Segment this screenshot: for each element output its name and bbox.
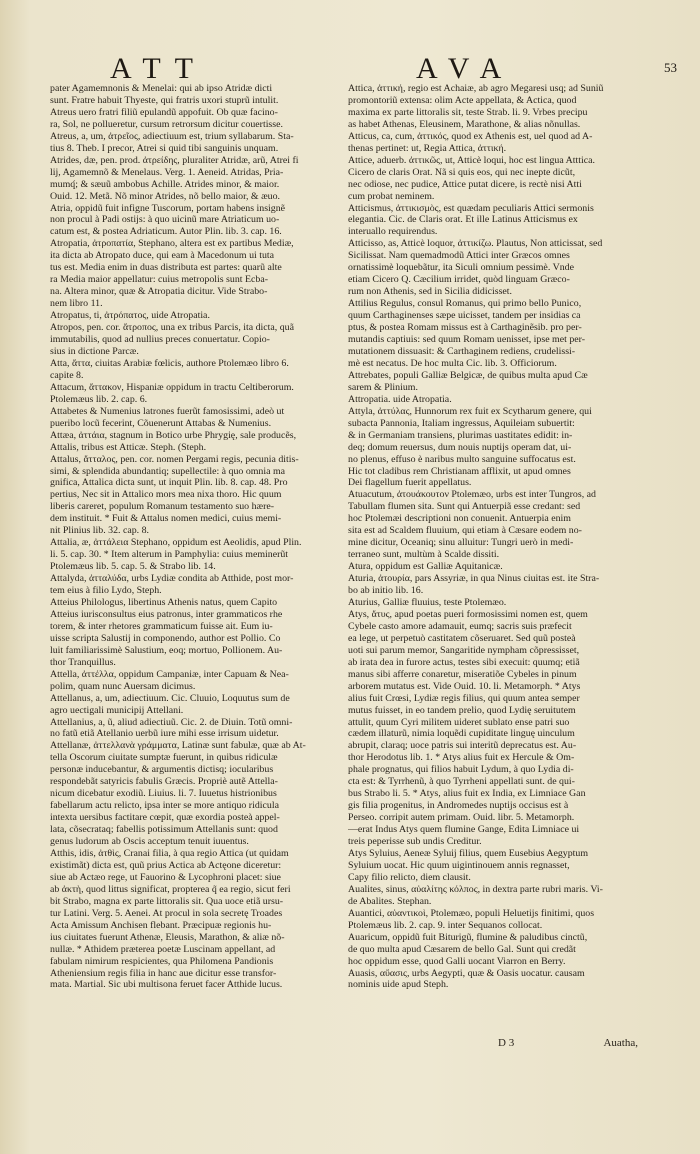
text-line: nominis uide apud Steph. xyxy=(348,979,449,991)
text-line: Atticus, ca, cum, ἀττικός, quod ex Athenis est, uel quod ad A- xyxy=(348,130,593,142)
text-line: liberis careret, populum Romanum testamento suo hære- xyxy=(50,501,275,513)
text-line: Attellanius, a, ũ, aliud adiectiuũ. Cic. 2. de Diuin. Totũ omni- xyxy=(50,716,293,728)
text-line: terraneo sunt, multùm à Scalde dissiti. xyxy=(348,549,500,561)
text-line: thor Tranquillus. xyxy=(50,656,116,668)
text-line: Attyla, ἀττύλας, Hunnorum rex fuit ex Scytharum genere, qui xyxy=(348,405,592,417)
text-line: Ouid. 12. Metã. Nõ minor Atrides, nõ bello maior, & æuo. xyxy=(50,190,280,202)
page-number: 53 xyxy=(664,60,677,75)
text-line: Atta, ἄττα, ciuitas Arabiæ fœlicis, authore Ptolemæo libro 6. xyxy=(50,357,289,369)
text-line: uoti sui parum memor, Sangaritide nympham cõpressisset, xyxy=(348,644,580,656)
text-line: immutabilis, quod ad nullius preces conuertatur. Copio- xyxy=(50,334,270,346)
text-line: fabellarum actu relicto, ipsa inter se more antiquo ridicula xyxy=(50,800,279,812)
text-line: Syluium uocat. Hic quum uigintinouem annis regnasset, xyxy=(348,859,570,871)
text-line: Attacum, ἄττακον, Hispaniæ oppidum in tractu Celtiberorum. xyxy=(50,381,294,393)
text-line: sunt. Fratre habuit Thyeste, qui fratris uxori stuprũ intulit. xyxy=(50,94,279,106)
text-line: Atropos, pen. cor. ἄτροπος, una ex tribus Parcis, ita dicta, quã xyxy=(50,322,295,334)
text-line: & in Germaniam transiens, plurimas uastitates edidit: in- xyxy=(348,429,573,441)
text-line: ra, Sol, ne pollueretur, cursum retrorsum dicitur couertisse. xyxy=(50,118,283,130)
text-line: Sicilissat. Nam quemadmodũ Attici inter Græcos omnes xyxy=(348,250,570,262)
text-line: tem eius à filio Lydo, Steph. xyxy=(50,585,162,597)
text-line: abrupit, claraq; uoce patris sui interitũ deprecatus est. Au- xyxy=(348,740,577,752)
text-line: na. Altera minor, quæ & Atropatia dicitur. Vide Strabo- xyxy=(50,286,268,298)
text-line: Dei flagellum fuerit appellatus. xyxy=(348,477,472,489)
text-line: mata. Martial. Sic ubi multisona feruet facer Atthide lucus. xyxy=(50,979,283,991)
text-line: Auaricum, oppidũ fuit Biturigũ, flumine & paludibus cinctũ, xyxy=(348,931,588,943)
text-line: lata, cõsecrataq; fabellis potissimum Attellanis sunt: quod xyxy=(50,824,278,836)
text-line: Auasis, αὔασις, urbs Aegypti, quæ & Oasis uocatur. causam xyxy=(348,967,585,979)
text-line: capite 8. xyxy=(50,369,84,381)
text-line: Atteius Philologus, libertinus Athenis natus, quem Capito xyxy=(50,596,278,608)
text-line: pertius, Nec sit in Attalico mors mea nixa thoro. Hic quum xyxy=(50,489,282,501)
text-line: siue ab Actæo rege, ut Fauorino & Lycophroni placet: siue xyxy=(50,871,281,883)
right-column xyxy=(348,83,638,991)
text-line: dem instituit. * Fuit & Attalus nomen medici, cuius memi- xyxy=(50,513,282,525)
text-line: interuallo requirendus. xyxy=(348,226,438,238)
text-line: Aturia, ἀτουρία, pars Assyriæ, in qua Ninus ciuitas est. ite Stra- xyxy=(348,573,600,585)
text-line: Attica, ἀττική, regio est Achaiæ, ab agro Megaresi usq; ad Suniũ xyxy=(348,83,604,94)
text-line: mutationem dissuasit: & Carthaginem rediens, crudelissi- xyxy=(348,345,576,357)
text-line: Ptolemæus lib. 5. cap. 5. & Strabo lib. 14. xyxy=(50,561,216,573)
text-line: bus Strabo li. 5. * Atys, alius fuit ex India, ex Limniace Gan xyxy=(348,788,586,800)
text-line: tus est. Media enim in duas distributa est partes: quarũ alte xyxy=(50,262,282,274)
text-line: Atropatia, ἀτροπατία, Stephano, altera est ex partibus Mediæ, xyxy=(50,238,294,250)
text-line: Auantici, αὐαντικοὶ, Ptolemæo, populi Heluetijs finitimi, quos xyxy=(348,907,595,919)
text-line: tius 8. Theb. I precor, Atrei si quid tibi sanguinis unquam. xyxy=(50,142,279,154)
text-line: Atticismus, ἀττικισμὸς, est quædam peculiaris Attici sermonis xyxy=(348,202,594,214)
text-line: sarem & Plinium. xyxy=(348,381,418,393)
text-line: hoc oppidum esse, quod Galli uocant Viarron en Berry. xyxy=(348,955,566,967)
text-line: Atheniensium regis filia in hanc aue dicitur esse transfor- xyxy=(50,967,277,979)
text-line: Ptolemæus lib. 2. cap. 6. xyxy=(50,393,148,405)
text-line: mumq́; & sæuũ ambobus Achille. Atrides minor, & maior. xyxy=(50,178,280,190)
text-line: polim, quam nunc Auersam dicimus. xyxy=(50,680,196,692)
text-line: quum Carthaginenses sæpe uicisset, tandem per insidias ca xyxy=(348,310,581,322)
left-column xyxy=(50,83,334,991)
text-line: gnifica, Attalica dicta sunt, ut inquit Plin. lib. 8. cap. 48. Pro xyxy=(50,477,288,489)
text-line: Atticisso, as, Atticè loquor, ἀττικίζω. Plautus, Non atticissat, sed xyxy=(348,238,603,250)
text-line: Atria, oppidũ fuit infigne Tuscorum, portam habens insignẽ xyxy=(50,202,286,214)
text-line: Cicero de claris Orat. Nã si quis eos, qui nec inepte dicũt, xyxy=(348,166,576,178)
text-line: ab irata dea in furore actus, testes sibi execuit: quumq; etiã xyxy=(348,656,580,668)
text-line: catum est, & postea Adriaticum. Autor Plin. lib. 3. cap. 16. xyxy=(50,226,282,238)
text-line: Hic tot cladibus rem Christianam afflixit, ut apud omnes xyxy=(348,465,571,477)
text-line: ea lege, ut perpetuò castitatem cõseruaret. Sed quũ posteà xyxy=(348,632,576,644)
text-line: nullæ. * Athidem præterea poetæ Luscinam appellant, ad xyxy=(50,943,276,955)
text-line: Atys, ἄτυς, apud poetas pueri formosissimi nomen est, quem xyxy=(348,608,588,620)
text-line: Attalis, tribus est Atticæ. Steph. (Steph. xyxy=(50,441,207,453)
text-line: promontoriũ extensa: olim Acte appellata, & Actica, quod xyxy=(348,94,577,106)
text-line: Tabullam flumen sita. Sunt qui Antuerpiã esse credant: sed xyxy=(348,501,581,513)
text-line: Attella, ἀττέλλα, oppidum Campaniæ, inter Capuam & Nea- xyxy=(50,668,289,680)
text-line: cta est: & Tyrrhenũ, à quo Tyrrheni appellati sunt. de qui- xyxy=(348,776,575,788)
text-line: Attæa, ἀττάια, stagnum in Botico urbe Phrygię, sale producẽs, xyxy=(50,429,297,441)
text-line: ius ciuitates fuerunt Athenæ, Eleusis, Marathon, & aliæ nõ- xyxy=(50,931,285,943)
text-line: Perseo. corripit autem primam. Ouid. libr. 5. Metamorph. xyxy=(348,812,575,824)
text-line: genus ludorum ab Oscis acceptum tenuit iuuentus. xyxy=(50,836,249,848)
text-line: nec odiose, nec pudice, Attice putat dicere, is rectè nisi Atti xyxy=(348,178,582,190)
text-line: subacta Pannonia, Italiam ingressus, Aquileiam subuertit: xyxy=(348,417,575,429)
text-line: mine dicitur, Oceaniq; sinu alluitur: Tungri uerò in medi- xyxy=(348,537,574,549)
text-line: Attalus, ἄτταλος, pen. cor. nomen Pergami regis, pecunia ditis- xyxy=(50,453,299,465)
running-head-right: AVA xyxy=(416,52,516,85)
text-line: alius fuit Crœsi, Lydiæ regis filius, qui quum antea semper xyxy=(348,692,580,704)
text-line: etiam Cicero Q. Cæcilium irridet, quòd linguam Græco- xyxy=(348,274,570,286)
text-line: elegantia. Cic. de Claris orat. Et ille Latinus Atticismus ex xyxy=(348,214,578,226)
text-line: treis peperisse sub undis Creditur. xyxy=(348,836,482,848)
text-line: Atreus, a, um, ἀτρεῖος, adiectiuum est, trium syllabarum. Sta- xyxy=(50,130,294,142)
text-line: pater Agamemnonis & Menelai: qui ab ipso Atridæ dicti xyxy=(50,83,273,94)
text-line: pueribo locũ fecerint, Cõuenerunt Attabas & Numenius. xyxy=(50,417,272,429)
text-line: respondebãt satyricis fabulis Græcis. Propriè autẽ Attella- xyxy=(50,776,278,788)
text-line: Acta Amissum Anchisen flebant. Præcipuæ regionis hu- xyxy=(50,919,272,931)
text-line: ornatissimè loquebãtur, ita Siculi omnium pessimè. Vnde xyxy=(348,262,574,274)
text-line: non procul à Padi ostijs: à quo uicinũ mare Atriaticum uo- xyxy=(50,214,280,226)
text-line: Cybele casto amore adamauit, eumq; sacris suis præfecit xyxy=(348,620,572,632)
text-line: sita est ad Scaldem fluuium, qui etiam à Cæsare eodem no- xyxy=(348,525,582,537)
text-line: as habet Athenas, Eleusinem, Marathone, & alias nõnullas. xyxy=(348,118,581,130)
text-line: Attalia, æ, ἀττάλεια Stephano, oppidum est Aeolidis, apud Plin. xyxy=(50,537,302,549)
text-line: ita dicta ab Atropato duce, qui eam à Macedonum ui tuta xyxy=(50,250,275,262)
text-line: Atteius iurisconsultus eius patronus, inter grammaticos rhe xyxy=(50,608,283,620)
text-line: cum probat neminem. xyxy=(348,190,435,202)
text-line: Atrides, dæ, pen. prod. ἀτρείδης, pluraliter Atridæ, arũ, Atrei fi xyxy=(50,154,299,166)
text-line: personæ inducebantur, & argumentis dictisq; iocularibus xyxy=(50,764,274,776)
text-line: rum non Athenis, sed in Sicilia didicisset. xyxy=(348,286,513,298)
text-line: luit familiarissimè Salustium, eoq; mortuo, Pollionem. Au- xyxy=(50,644,283,656)
text-line: sius in dictione Parcæ. xyxy=(50,345,139,357)
text-line: Attalyda, ἀτταλύδα, urbs Lydiæ condita ab Atthide, post mor- xyxy=(50,573,294,585)
text-line: mutus fuisset, in eo tandem prelio, quod Lydię seruitutem xyxy=(348,704,576,716)
text-line: ab ἀκτὴ, quod littus significat, propterea q̃ ea regio, sicut feri xyxy=(50,883,291,895)
text-line: mè est necatus. De hoc multa Cic. lib. 3. Officiorum. xyxy=(348,357,557,369)
text-line: uisse scripta Salustij in componendo, author est Pollio. Co xyxy=(50,632,281,644)
text-line: ra Media maior appellatur: cuius metropolis sunt Ecba- xyxy=(50,274,269,286)
text-line: Ptolemæus lib. 2. cap. 9. inter Sequanos collocat. xyxy=(348,919,543,931)
text-line: hoc Ptolemæi descriptioni non conuenit. Antuerpia enim xyxy=(348,513,571,525)
text-line: ptus, & postea Romam missus est à Carthaginẽsib. pro per- xyxy=(348,322,582,334)
text-line: thor Herodotus lib. 1. * Atys alius fuit ex Hercule & Om- xyxy=(348,752,575,764)
text-line: arborem mutatus est. Vide Ouid. 10. li. Metamorph. * Atys xyxy=(348,680,581,692)
text-line: bit Strabo, magna ex parte littoralis sit. Qua uoce etiã ursu- xyxy=(50,895,284,907)
text-line: maxima ex parte littoralis sit, teste Strab. li. 9. Vrbes precipu xyxy=(348,106,588,118)
text-line: lij, Agamemnõ & Menelaus. Verg. 1. Aeneid. Atridas, Pria- xyxy=(50,166,284,178)
text-line: Atropatus, ti, ἀτρόπατος, uide Atropatia. xyxy=(50,310,210,322)
text-line: intexta uersibus factitare cœpit, quæ exordia posteà appel- xyxy=(50,812,280,824)
text-line: Attrebates, populi Galliæ Belgicæ, de quibus multa apud Cæ xyxy=(348,369,588,381)
running-head-left: ATT xyxy=(110,52,207,85)
signature-mark: D 3 xyxy=(498,1037,515,1049)
text-line: nicum dicebatur exodiũ. Liuius. li. 7. Iuuetus histrionibus xyxy=(50,788,277,800)
text-line: Attellanæ, ἀττελλανὰ γράμματα, Latinæ sunt fabulæ, quæ ab At- xyxy=(50,740,306,752)
text-line: —erat Indus Atys quem flumine Gange, Edita Limniace ui xyxy=(348,824,580,836)
text-line: agro uectigali municipij Attellani. xyxy=(50,704,184,716)
text-line: Atura, oppidum est Galliæ Aquitanicæ. xyxy=(348,561,503,573)
text-line: fabulam nimirum respicientes, qua Philomena Pandionis xyxy=(50,955,274,967)
text-line: deq; domum reuersus, dum nouis nuptijs operam dat, ui- xyxy=(348,441,572,453)
text-line: Atthis, idis, ἀτθὶς, Cranai filia, à qua regio Attica (ut quidam xyxy=(50,848,289,859)
text-line: no plenus, effuso è naribus multo sanguine suffocatus est. xyxy=(348,453,576,465)
text-line: de Abalites. Stephan. xyxy=(348,895,432,907)
text-line: tella Oscorum ciuitate sumptæ fuerunt, in quibus ridiculæ xyxy=(50,752,278,764)
text-line: cædem illaturũ, nimia loquẽdi cupiditate linguę uinculum xyxy=(348,728,575,740)
text-line: existimãt) dicta est, quũ prius Actica ab Actęone diceretur: xyxy=(50,859,282,871)
text-line: Attabetes & Numenius latrones fuerũt famosissimi, adeò ut xyxy=(50,405,285,417)
text-line: no fatũ etiã Atellanio uerbũ iure mihi esse irrisum uidetur. xyxy=(50,728,279,740)
text-line: gis filia progenitus, in Andromedes nuptijs occisus est à xyxy=(348,800,569,812)
text-line: attulit, quum Cyri militem uideret sublato ense patri suo xyxy=(348,716,570,728)
text-line: Atreus uero fratri filiũ epulandũ appofuit. Ob quæ facino- xyxy=(50,106,278,118)
text-line: Atuacutum, ἀτουάκουτον Ptolemæo, urbs est inter Tungros, ad xyxy=(348,489,596,501)
text-line: de quo multa apud Cæsarem de bello Gal. Sunt qui credãt xyxy=(348,943,576,955)
text-line: tur Latini. Verg. 5. Aenei. At procul in sola secretę Troades xyxy=(50,907,283,919)
text-line: mutandis captiuis: sed quum Romam uenisset, ipse met per- xyxy=(348,334,586,346)
text-line: Attilius Regulus, consul Romanus, qui primo bello Punico, xyxy=(348,298,582,310)
catchword: Auatha, xyxy=(603,1037,638,1049)
text-line: bo ab initio lib. 16. xyxy=(348,585,424,597)
text-line: Attropatia. uide Atropatia. xyxy=(348,393,452,405)
text-line: Aturius, Galliæ fluuius, teste Ptolemæo. xyxy=(348,596,507,608)
text-line: Attice, aduerb. ἀττικῶς, ut, Atticè loqui, hoc est lingua Atttica. xyxy=(348,154,595,166)
text-line: li. 5. cap. 30. * Item alterum in Pamphylia: cuius meminerũt xyxy=(50,549,289,561)
text-line: nit Plinius lib. 32. cap. 8. xyxy=(50,525,150,537)
text-line: simi, & splendida abundantiq; supellectile: à quo omnia ma xyxy=(50,465,286,477)
text-line: nem libro 11. xyxy=(50,298,103,310)
text-line: Attellanus, a, um, adiectiuum. Cic. Cluuio, Loquutus sum de xyxy=(50,692,290,704)
text-line: manus sibi afferre conaretur, miseratiõe Cybeles in pinum xyxy=(348,668,577,680)
text-line: Aualites, sinus, αὐαλίτης κόλπος, in dextra parte rubri maris. Vi- xyxy=(348,883,603,895)
text-line: Capy filio relicto, diem clausit. xyxy=(348,871,471,883)
text-line: torem, & inter rhetores grammaticum fuisse ait. Eum iu- xyxy=(50,620,273,632)
text-line: thenas pertinet: ut, Regia Attica, ἀττική. xyxy=(348,142,507,154)
text-line: phale prognatus, qui filios habuit Lydum, à quo Lydia di- xyxy=(348,764,574,776)
text-line: Atys Syluius, Aeneæ Syluij filius, quem Eusebius Aegyptum xyxy=(348,848,589,859)
